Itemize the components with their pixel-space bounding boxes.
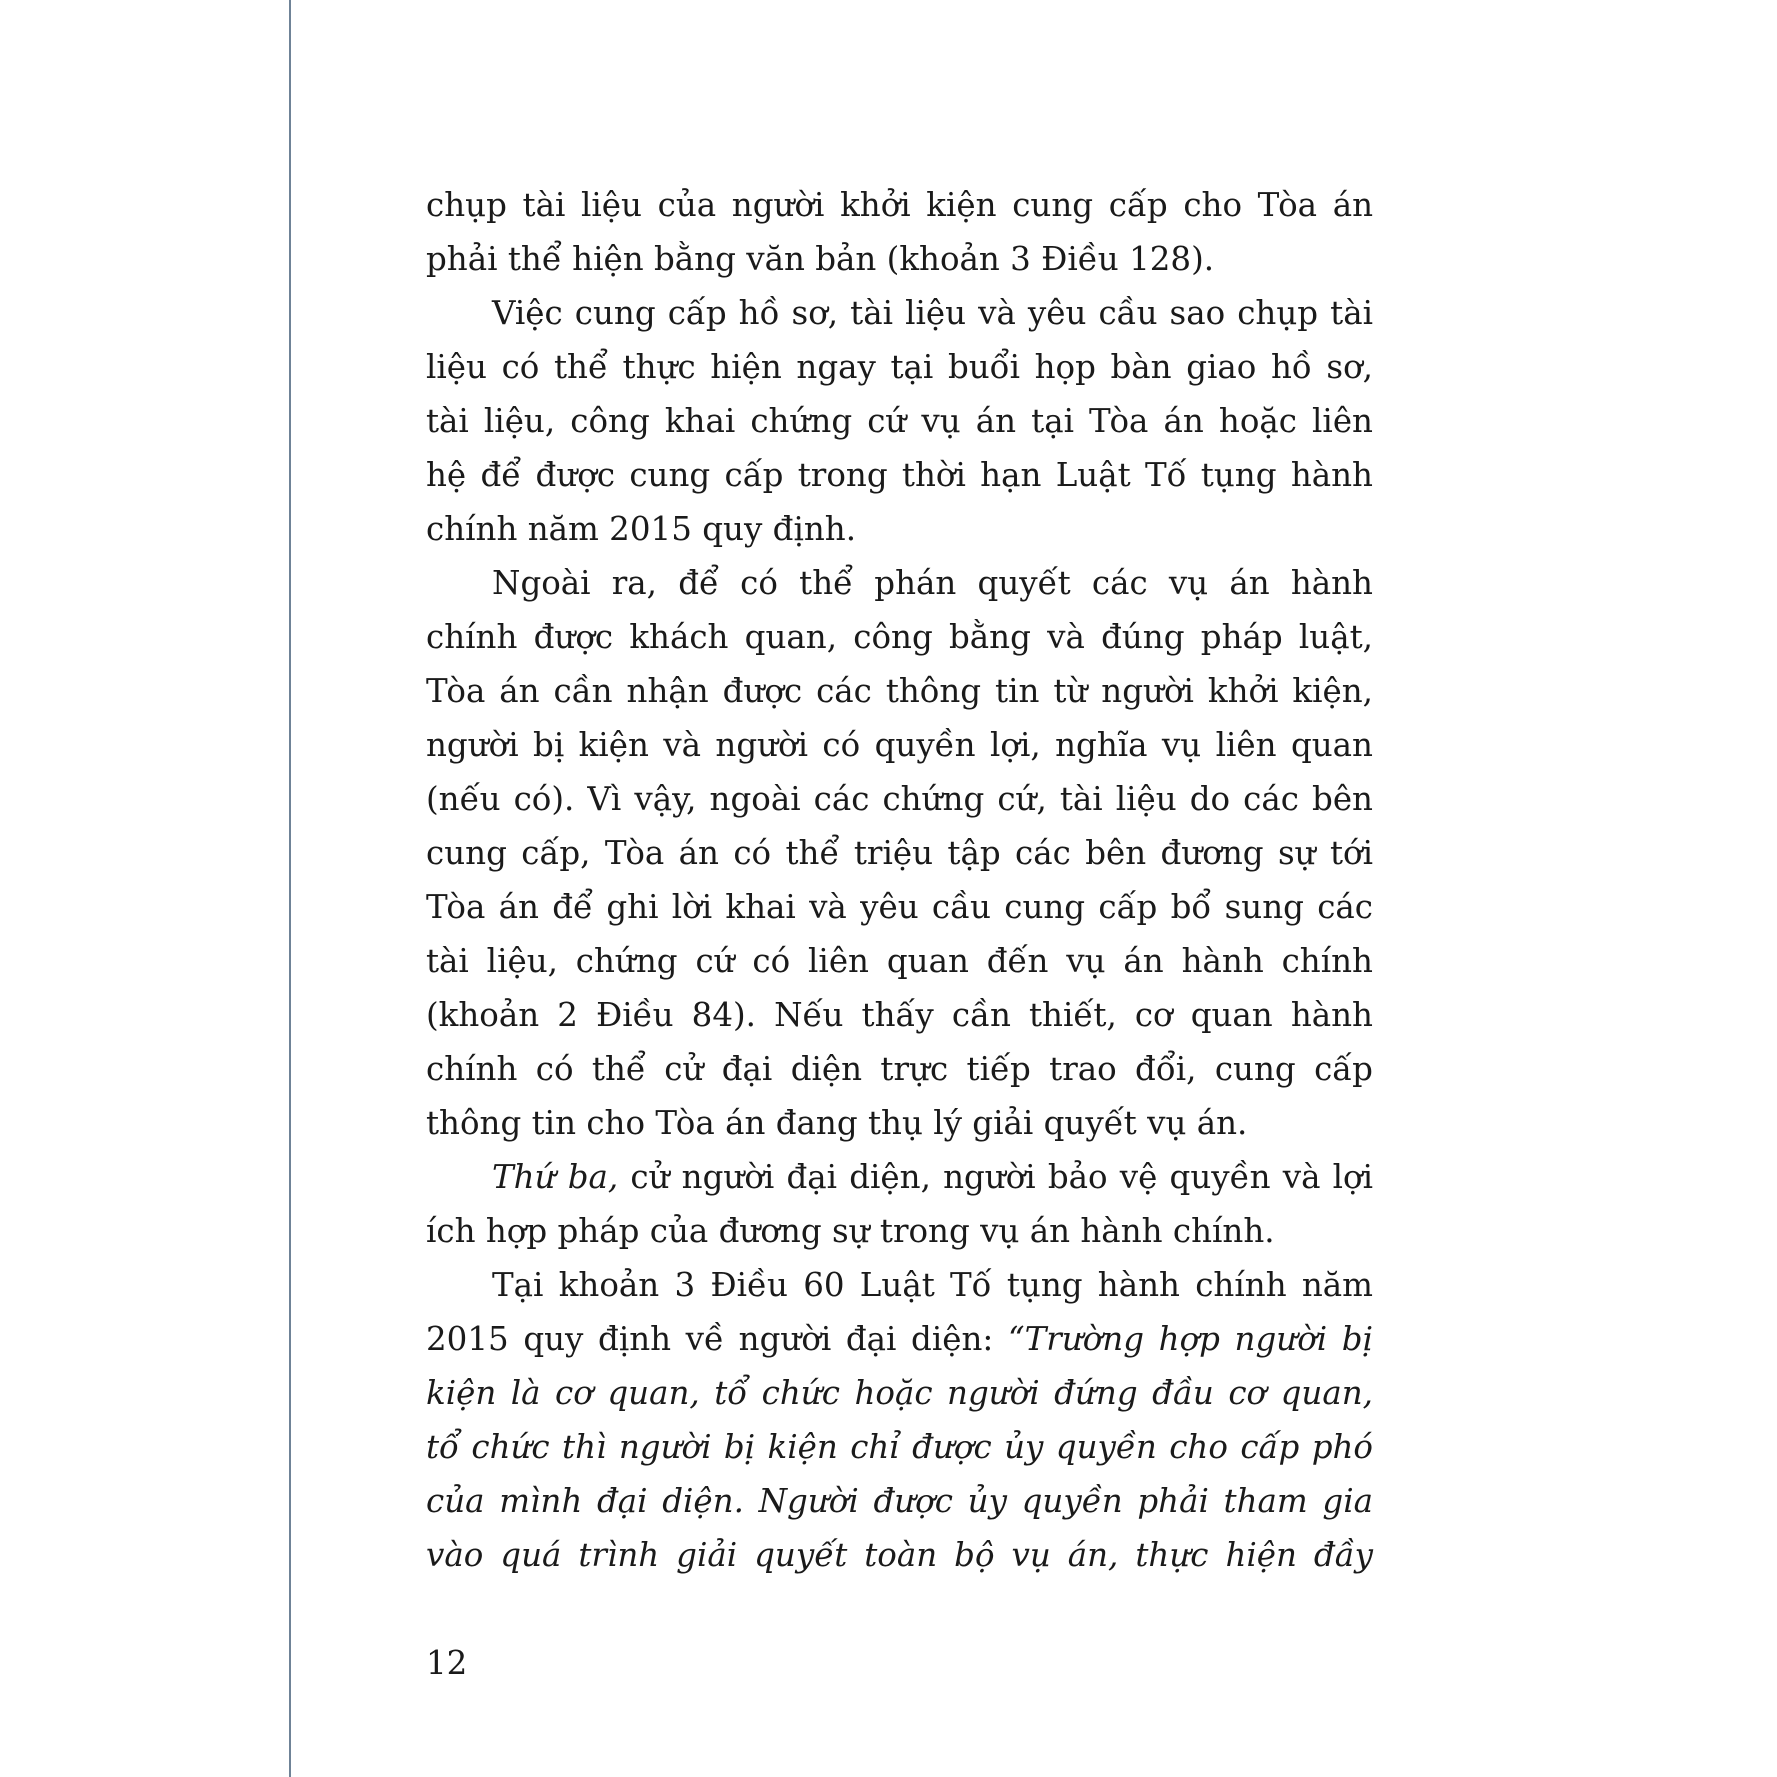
- text-line: [426, 934, 1373, 988]
- text-segment: Tòa án để ghi lời khai và yêu cầu cung cấp bổ sung các: [426, 888, 1373, 926]
- text-line: [426, 448, 1373, 502]
- page-border-line: [289, 0, 291, 1777]
- text-segment: (khoản 2 Điều 84). Nếu thấy cần thiết, cơ quan hành: [426, 996, 1373, 1034]
- text-line: [426, 1474, 1373, 1528]
- text-line: [426, 718, 1373, 772]
- text-line: [426, 880, 1373, 934]
- text-segment: người bị kiện và người có quyền lợi, nghĩa vụ liên quan: [426, 726, 1373, 764]
- text-segment: tài liệu, chứng cứ có liên quan đến vụ án hành chính: [426, 942, 1373, 980]
- text-line: [426, 286, 1373, 340]
- text-segment: cung cấp, Tòa án có thể triệu tập các bên đương sự tới: [426, 834, 1373, 872]
- text-line: [426, 1258, 1373, 1312]
- text-line: [426, 610, 1373, 664]
- italic-text: “Trường hợp người bị: [1007, 1320, 1373, 1358]
- text-segment: chính năm 2015 quy định.: [426, 510, 857, 548]
- text-segment: Ngoài ra, để có thể phán quyết các vụ án hành: [492, 564, 1373, 602]
- text-line: [426, 556, 1373, 610]
- italic-text: của mình đại diện. Người được ủy quyền phải tham gia: [426, 1482, 1373, 1520]
- text-segment: 2015 quy định về người đại diện:: [426, 1320, 1008, 1358]
- text-line: [426, 502, 1373, 556]
- body-text: [426, 178, 1373, 1582]
- text-line: [426, 1150, 1373, 1204]
- italic-text: vào quá trình giải quyết toàn bộ vụ án, thực hiện đầy: [426, 1536, 1373, 1574]
- page-number: 12: [426, 1644, 468, 1682]
- text-line: [426, 178, 1373, 232]
- text-segment: ích hợp pháp của đương sự trong vụ án hành chính.: [426, 1212, 1275, 1250]
- text-segment: Tại khoản 3 Điều 60 Luật Tố tụng hành chính năm: [492, 1266, 1373, 1304]
- text-line: [426, 340, 1373, 394]
- text-line: [426, 1528, 1373, 1582]
- text-line: [426, 1096, 1373, 1150]
- text-segment: thông tin cho Tòa án đang thụ lý giải quyết vụ án.: [426, 1104, 1248, 1142]
- text-segment: chính có thể cử đại diện trực tiếp trao đổi, cung cấp: [426, 1050, 1373, 1088]
- text-line: [426, 1204, 1373, 1258]
- text-segment: Tòa án cần nhận được các thông tin từ người khởi kiện,: [426, 672, 1373, 710]
- text-line: [426, 664, 1373, 718]
- italic-text: tổ chức thì người bị kiện chỉ được ủy quyền cho cấp phó: [426, 1428, 1373, 1466]
- text-line: [426, 826, 1373, 880]
- text-segment: hệ để được cung cấp trong thời hạn Luật Tố tụng hành: [426, 456, 1373, 494]
- text-line: [426, 394, 1373, 448]
- text-line: [426, 1420, 1373, 1474]
- text-segment: (nếu có). Vì vậy, ngoài các chứng cứ, tài liệu do các bên: [426, 780, 1373, 818]
- text-segment: chụp tài liệu của người khởi kiện cung cấp cho Tòa án: [426, 186, 1373, 224]
- text-line: [426, 1312, 1373, 1366]
- italic-text: kiện là cơ quan, tổ chức hoặc người đứng đầu cơ quan,: [426, 1374, 1373, 1412]
- text-segment: phải thể hiện bằng văn bản (khoản 3 Điều 128).: [426, 240, 1215, 278]
- text-segment: Việc cung cấp hồ sơ, tài liệu và yêu cầu sao chụp tài: [492, 294, 1373, 332]
- text-segment: cử người đại diện, người bảo vệ quyền và lợi: [618, 1158, 1373, 1196]
- text-segment: tài liệu, công khai chứng cứ vụ án tại Tòa án hoặc liên: [426, 402, 1373, 440]
- text-line: [426, 772, 1373, 826]
- text-segment: chính được khách quan, công bằng và đúng pháp luật,: [426, 618, 1373, 656]
- text-line: [426, 232, 1373, 286]
- text-line: [426, 1042, 1373, 1096]
- text-line: [426, 1366, 1373, 1420]
- italic-text: Thứ ba,: [492, 1158, 619, 1196]
- text-line: [426, 988, 1373, 1042]
- text-segment: liệu có thể thực hiện ngay tại buổi họp bàn giao hồ sơ,: [426, 348, 1373, 386]
